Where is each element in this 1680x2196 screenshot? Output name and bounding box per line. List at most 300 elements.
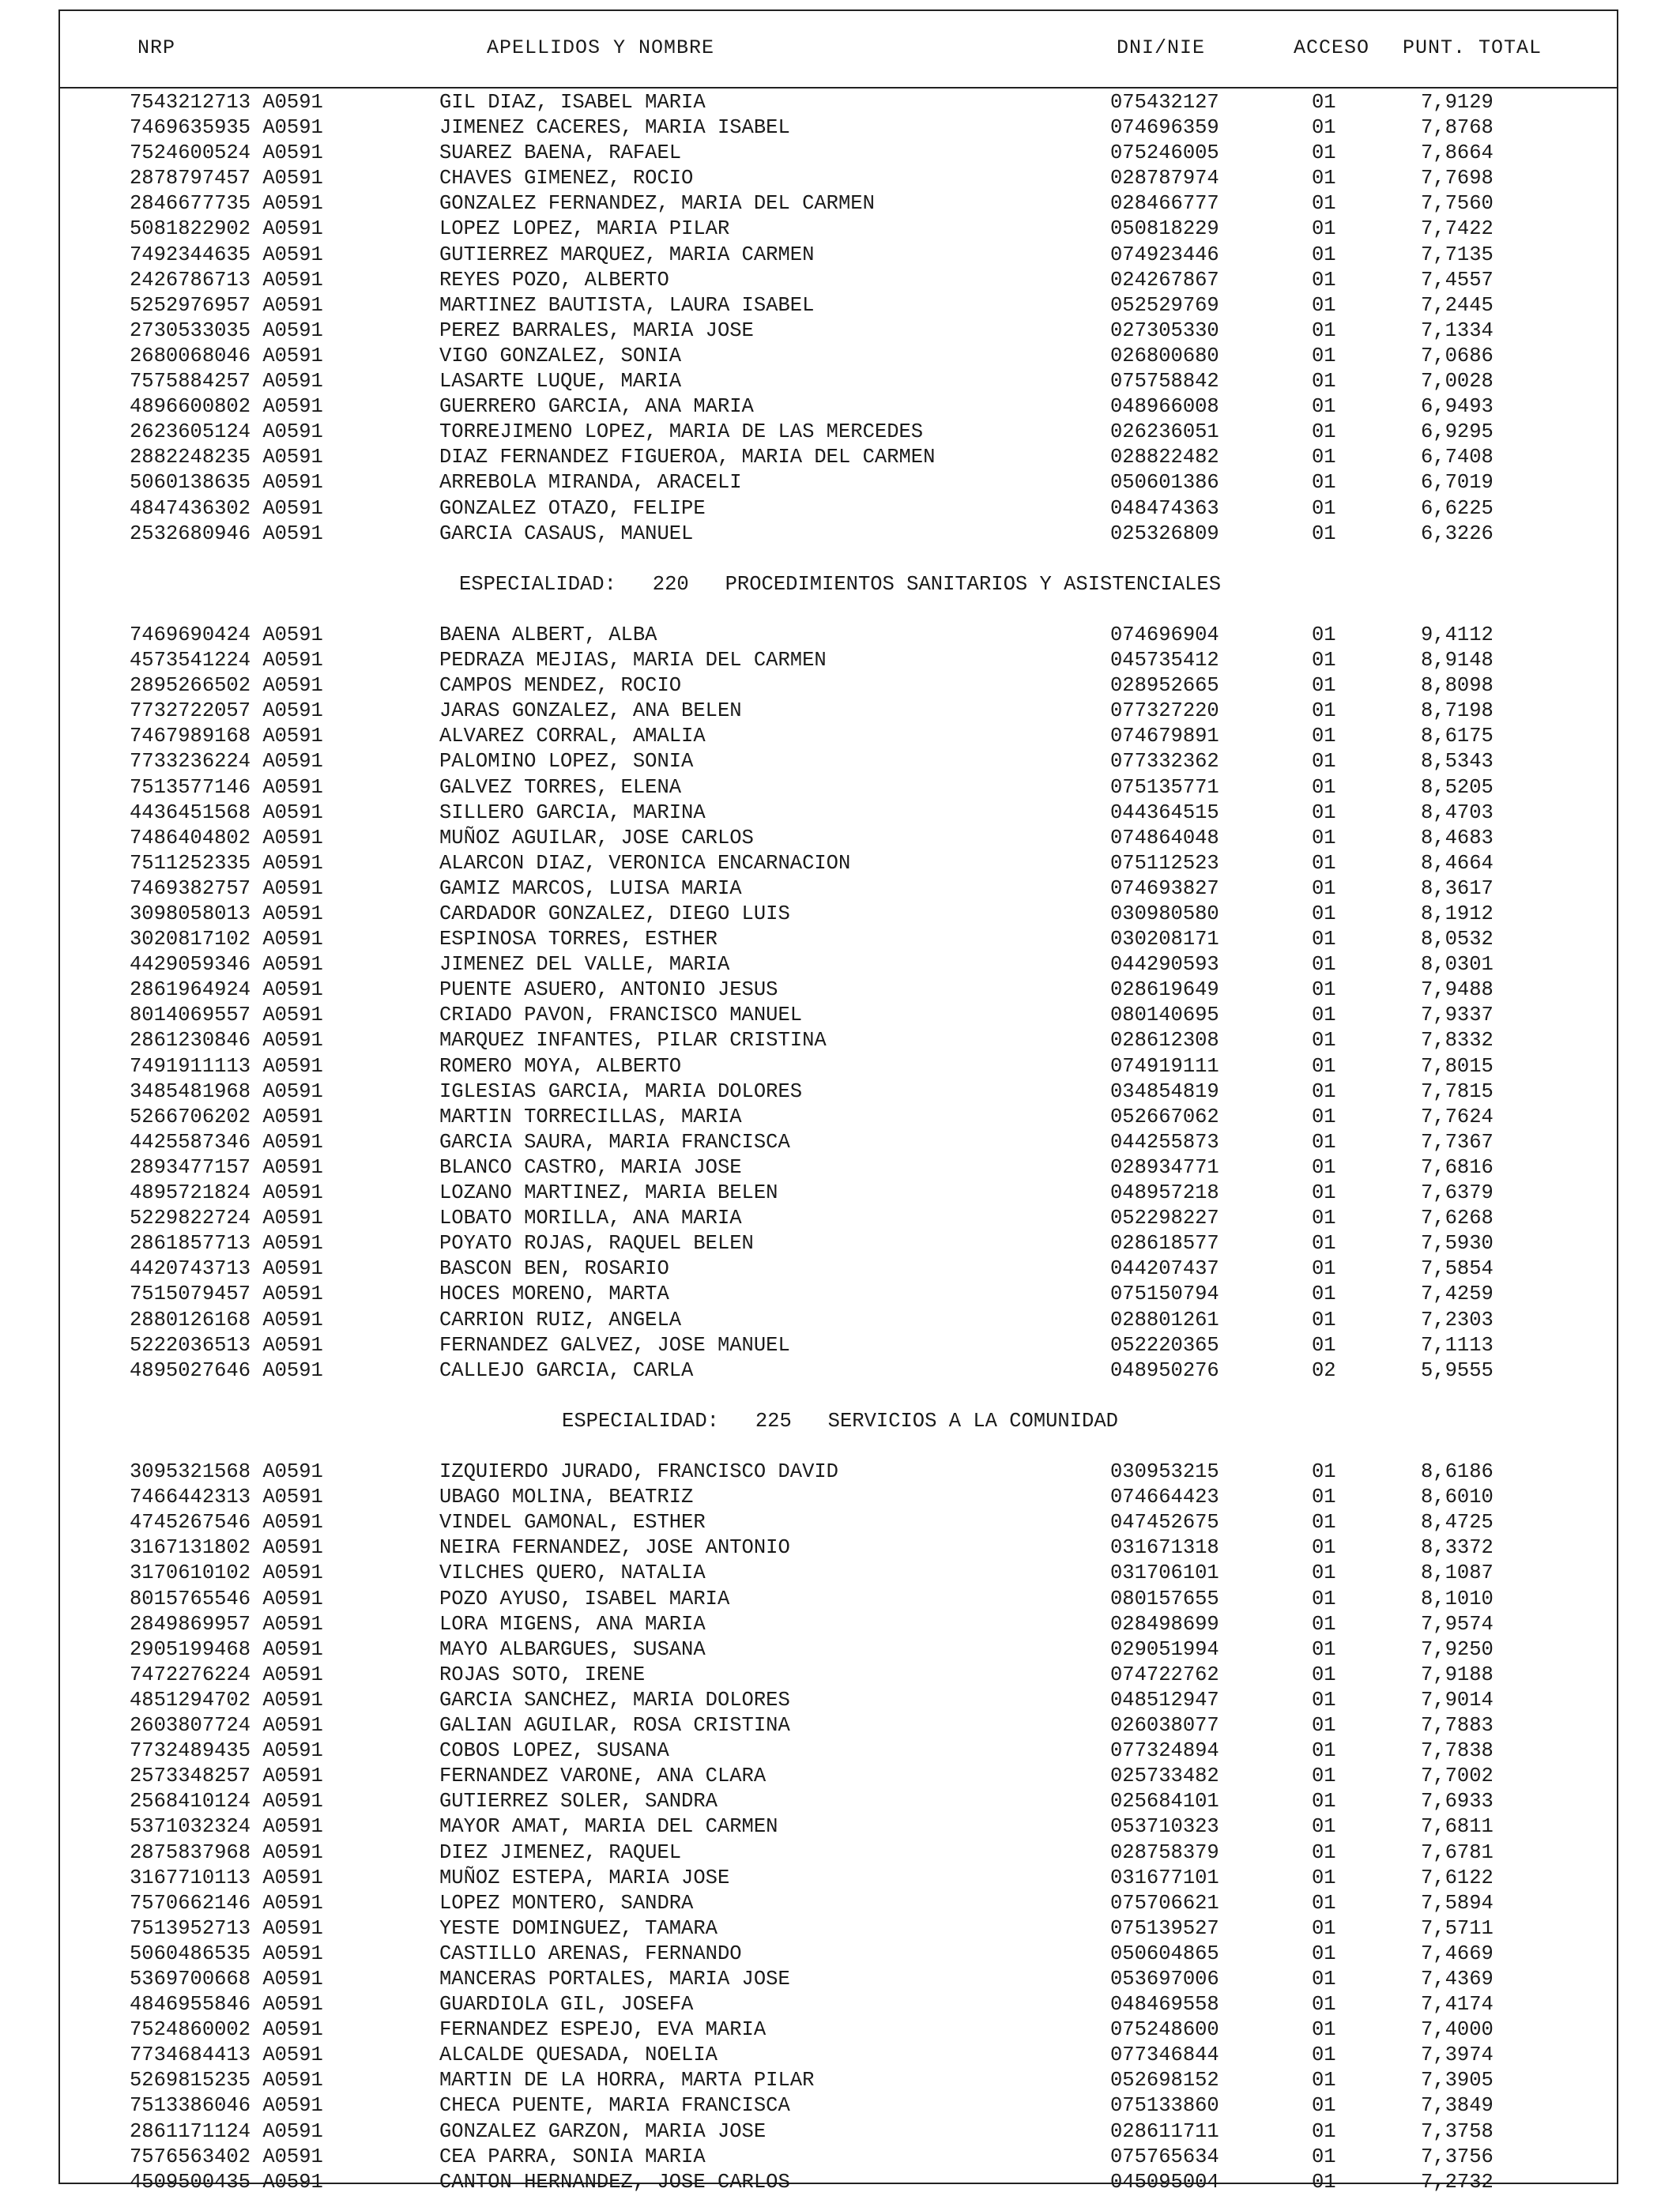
row-punt-total: 7,3756 <box>1421 2145 1494 2168</box>
row-name: BASCON BEN, ROSARIO <box>439 1257 669 1281</box>
row-acceso: 01 <box>1312 2018 1336 2042</box>
row-acceso: 01 <box>1312 192 1336 216</box>
table-row <box>0 1892 1680 1917</box>
row-acceso: 01 <box>1312 1739 1336 1763</box>
row-nrp: 2426786713 A0591 <box>130 268 323 292</box>
row-punt-total: 7,6933 <box>1421 1790 1494 1814</box>
row-nrp: 4846955846 A0591 <box>130 1993 323 2017</box>
row-nrp: 3167131802 A0591 <box>130 1536 323 1560</box>
row-name: BAENA ALBERT, ALBA <box>439 623 657 646</box>
row-acceso: 01 <box>1312 1663 1336 1686</box>
header-nrp: NRP <box>137 36 176 59</box>
row-dni: 052220365 <box>1110 1333 1219 1357</box>
row-punt-total: 7,3905 <box>1421 2069 1494 2092</box>
row-dni: 074919111 <box>1110 1054 1219 1078</box>
row-name: GARCIA SAURA, MARIA FRANCISCA <box>439 1130 790 1154</box>
row-nrp: 7492344635 A0591 <box>130 243 323 266</box>
row-nrp: 7491911113 A0591 <box>130 1054 323 1078</box>
row-punt-total: 7,4174 <box>1421 1993 1494 2017</box>
row-dni: 074722762 <box>1110 1663 1219 1686</box>
row-dni: 048474363 <box>1110 496 1219 520</box>
row-dni: 028787974 <box>1110 167 1219 190</box>
row-nrp: 2849869957 A0591 <box>130 1612 323 1636</box>
row-dni: 048957218 <box>1110 1181 1219 1205</box>
row-punt-total: 8,4683 <box>1421 826 1494 849</box>
row-acceso: 01 <box>1312 318 1336 342</box>
row-acceso: 01 <box>1312 1942 1336 1965</box>
row-name: CALLEJO GARCIA, CARLA <box>439 1358 694 1382</box>
row-name: GAMIZ MARCOS, LUISA MARIA <box>439 876 742 900</box>
row-nrp: 7513386046 A0591 <box>130 2094 323 2118</box>
row-punt-total: 7,6379 <box>1421 1181 1494 1205</box>
row-nrp: 8014069557 A0591 <box>130 1004 323 1027</box>
row-punt-total: 8,5343 <box>1421 750 1494 774</box>
row-nrp: 4847436302 A0591 <box>130 496 323 520</box>
table-row <box>0 420 1680 446</box>
table-row <box>0 497 1680 522</box>
row-punt-total: 7,0028 <box>1421 370 1494 394</box>
row-name: SUAREZ BAENA, RAFAEL <box>439 141 682 165</box>
row-punt-total: 7,3974 <box>1421 2043 1494 2067</box>
row-nrp: 7576563402 A0591 <box>130 2145 323 2168</box>
row-nrp: 7469382757 A0591 <box>130 876 323 900</box>
row-dni: 026038077 <box>1110 1714 1219 1738</box>
table-row <box>0 1460 1680 1486</box>
table-row <box>0 2145 1680 2171</box>
row-nrp: 4895027646 A0591 <box>130 1358 323 1382</box>
row-nrp: 2882248235 A0591 <box>130 446 323 469</box>
row-dni: 028952665 <box>1110 674 1219 698</box>
row-acceso: 01 <box>1312 293 1336 317</box>
row-acceso: 01 <box>1312 953 1336 977</box>
row-acceso: 01 <box>1312 1637 1336 1661</box>
row-punt-total: 7,6781 <box>1421 1840 1494 1864</box>
row-dni: 027305330 <box>1110 318 1219 342</box>
row-punt-total: 7,6268 <box>1421 1207 1494 1230</box>
row-dni: 044255873 <box>1110 1130 1219 1154</box>
row-name: MAYO ALBARGUES, SUSANA <box>439 1637 706 1661</box>
row-nrp: 2905199468 A0591 <box>130 1637 323 1661</box>
row-acceso: 01 <box>1312 2119 1336 2143</box>
row-nrp: 7732489435 A0591 <box>130 1739 323 1763</box>
row-name: HOCES MORENO, MARTA <box>439 1283 669 1306</box>
row-nrp: 2846677735 A0591 <box>130 192 323 216</box>
row-punt-total: 5,9555 <box>1421 1358 1494 1382</box>
row-name: GALVEZ TORRES, ELENA <box>439 775 682 799</box>
row-dni: 077346844 <box>1110 2043 1219 2067</box>
table-row <box>0 928 1680 953</box>
table-row <box>0 2043 1680 2069</box>
row-punt-total: 6,9493 <box>1421 395 1494 419</box>
row-acceso: 01 <box>1312 268 1336 292</box>
row-nrp: 3167710113 A0591 <box>130 1866 323 1889</box>
row-acceso: 01 <box>1312 1765 1336 1788</box>
table-row <box>0 852 1680 877</box>
row-punt-total: 7,6811 <box>1421 1815 1494 1839</box>
row-dni: 048950276 <box>1110 1358 1219 1382</box>
row-acceso: 01 <box>1312 2043 1336 2067</box>
row-nrp: 2861964924 A0591 <box>130 978 323 1002</box>
row-acceso: 01 <box>1312 851 1336 875</box>
row-nrp: 2568410124 A0591 <box>130 1790 323 1814</box>
row-name: ALCALDE QUESADA, NOELIA <box>439 2043 718 2067</box>
row-name: PALOMINO LOPEZ, SONIA <box>439 750 694 774</box>
row-acceso: 01 <box>1312 623 1336 646</box>
row-name: LOPEZ MONTERO, SANDRA <box>439 1891 694 1915</box>
row-acceso: 01 <box>1312 370 1336 394</box>
row-acceso: 01 <box>1312 167 1336 190</box>
row-dni: 074864048 <box>1110 826 1219 849</box>
row-nrp: 5266706202 A0591 <box>130 1105 323 1128</box>
row-punt-total: 7,4669 <box>1421 1942 1494 1965</box>
row-nrp: 7733236224 A0591 <box>130 750 323 774</box>
table-row <box>0 269 1680 294</box>
row-dni: 028618577 <box>1110 1232 1219 1256</box>
row-acceso: 01 <box>1312 217 1336 241</box>
table-row <box>0 776 1680 801</box>
table-row <box>0 1739 1680 1765</box>
row-acceso: 01 <box>1312 1536 1336 1560</box>
row-name: POZO AYUSO, ISABEL MARIA <box>439 1587 730 1610</box>
row-acceso: 01 <box>1312 1967 1336 1991</box>
row-punt-total: 7,9129 <box>1421 91 1494 114</box>
row-nrp: 2861857713 A0591 <box>130 1232 323 1256</box>
row-acceso: 01 <box>1312 902 1336 926</box>
table-row <box>0 750 1680 775</box>
row-nrp: 3095321568 A0591 <box>130 1460 323 1484</box>
row-name: CASTILLO ARENAS, FERNANDO <box>439 1942 742 1965</box>
row-name: FERNANDEZ ESPEJO, EVA MARIA <box>439 2018 767 2042</box>
row-punt-total: 7,8332 <box>1421 1029 1494 1053</box>
table-row <box>0 294 1680 319</box>
row-name: GUTIERREZ MARQUEZ, MARIA CARMEN <box>439 243 815 266</box>
row-dni: 025684101 <box>1110 1790 1219 1814</box>
row-dni: 025733482 <box>1110 1765 1219 1788</box>
table-row <box>0 1207 1680 1232</box>
table-row <box>0 1486 1680 1511</box>
row-name: MARTIN TORRECILLAS, MARIA <box>439 1105 742 1128</box>
table-row <box>0 1561 1680 1587</box>
row-name: CEA PARRA, SONIA MARIA <box>439 2145 706 2168</box>
row-name: GONZALEZ FERNANDEZ, MARIA DEL CARMEN <box>439 192 875 216</box>
row-dni: 028758379 <box>1110 1840 1219 1864</box>
row-name: FERNANDEZ VARONE, ANA CLARA <box>439 1765 767 1788</box>
row-nrp: 7513952713 A0591 <box>130 1916 323 1940</box>
row-acceso: 01 <box>1312 1790 1336 1814</box>
row-punt-total: 8,7198 <box>1421 699 1494 723</box>
row-nrp: 7524600524 A0591 <box>130 141 323 165</box>
table-row <box>0 1106 1680 1131</box>
row-punt-total: 7,5854 <box>1421 1257 1494 1281</box>
table-row <box>0 1080 1680 1106</box>
row-acceso: 01 <box>1312 1460 1336 1484</box>
row-nrp: 7570662146 A0591 <box>130 1891 323 1915</box>
row-nrp: 2730533035 A0591 <box>130 318 323 342</box>
table-row <box>0 2069 1680 2094</box>
row-acceso: 01 <box>1312 1714 1336 1738</box>
table-row <box>0 1714 1680 1739</box>
row-punt-total: 7,9188 <box>1421 1663 1494 1686</box>
row-dni: 047452675 <box>1110 1511 1219 1535</box>
row-name: NEIRA FERNANDEZ, JOSE ANTONIO <box>439 1536 790 1560</box>
table-row <box>0 1232 1680 1257</box>
row-dni: 080157655 <box>1110 1587 1219 1610</box>
table-row <box>0 2094 1680 2119</box>
row-name: UBAGO MOLINA, BEATRIZ <box>439 1486 694 1509</box>
row-punt-total: 8,8098 <box>1421 674 1494 698</box>
row-acceso: 01 <box>1312 2170 1336 2194</box>
row-punt-total: 8,3372 <box>1421 1536 1494 1560</box>
row-name: LASARTE LUQUE, MARIA <box>439 370 682 394</box>
row-dni: 028934771 <box>1110 1155 1219 1179</box>
row-dni: 024267867 <box>1110 268 1219 292</box>
results-list <box>0 91 1680 2196</box>
row-nrp: 4420743713 A0591 <box>130 1257 323 1281</box>
row-nrp: 2532680946 A0591 <box>130 522 323 545</box>
row-name: CHAVES GIMENEZ, ROCIO <box>439 167 694 190</box>
row-dni: 048469558 <box>1110 1993 1219 2017</box>
header-name: APELLIDOS Y NOMBRE <box>487 36 715 59</box>
row-acceso: 01 <box>1312 750 1336 774</box>
row-punt-total: 8,1010 <box>1421 1587 1494 1610</box>
table-row <box>0 1638 1680 1663</box>
row-acceso: 01 <box>1312 1815 1336 1839</box>
row-dni: 031706101 <box>1110 1561 1219 1585</box>
row-nrp: 7466442313 A0591 <box>130 1486 323 1509</box>
row-punt-total: 7,9014 <box>1421 1688 1494 1712</box>
row-name: LOZANO MARTINEZ, MARIA BELEN <box>439 1181 778 1205</box>
row-acceso: 01 <box>1312 1688 1336 1712</box>
row-punt-total: 6,7408 <box>1421 446 1494 469</box>
row-name: VINDEL GAMONAL, ESTHER <box>439 1511 706 1535</box>
table-row <box>0 902 1680 928</box>
row-punt-total: 8,5205 <box>1421 775 1494 799</box>
row-dni: 028619649 <box>1110 978 1219 1002</box>
row-nrp: 7467989168 A0591 <box>130 725 323 748</box>
row-punt-total: 7,6816 <box>1421 1155 1494 1179</box>
row-name: GUTIERREZ SOLER, SANDRA <box>439 1790 718 1814</box>
row-acceso: 01 <box>1312 1004 1336 1027</box>
row-nrp: 5060486535 A0591 <box>130 1942 323 1965</box>
table-row <box>0 1359 1680 1384</box>
table-row <box>0 1588 1680 1613</box>
row-nrp: 2623605124 A0591 <box>130 420 323 444</box>
row-punt-total: 8,0301 <box>1421 953 1494 977</box>
row-acceso: 01 <box>1312 1612 1336 1636</box>
table-row <box>0 522 1680 548</box>
row-nrp: 5229822724 A0591 <box>130 1207 323 1230</box>
row-dni: 052698152 <box>1110 2069 1219 2092</box>
row-acceso: 01 <box>1312 978 1336 1002</box>
row-name: SILLERO GARCIA, MARINA <box>439 800 706 824</box>
row-name: DIAZ FERNANDEZ FIGUEROA, MARIA DEL CARMEN <box>439 446 936 469</box>
row-acceso: 01 <box>1312 344 1336 367</box>
table-row <box>0 1613 1680 1638</box>
row-acceso: 01 <box>1312 2094 1336 2118</box>
row-name: COBOS LOPEZ, SUSANA <box>439 1739 669 1763</box>
row-punt-total: 7,5930 <box>1421 1232 1494 1256</box>
table-row <box>0 1765 1680 1790</box>
row-nrp: 2680068046 A0591 <box>130 344 323 367</box>
row-dni: 031671318 <box>1110 1536 1219 1560</box>
row-punt-total: 7,1113 <box>1421 1333 1494 1357</box>
row-name: DIEZ JIMENEZ, RAQUEL <box>439 1840 682 1864</box>
row-punt-total: 6,9295 <box>1421 420 1494 444</box>
row-nrp: 2603807724 A0591 <box>130 1714 323 1738</box>
row-punt-total: 8,6010 <box>1421 1486 1494 1509</box>
header-divider <box>58 87 1618 89</box>
row-name: GUARDIOLA GIL, JOSEFA <box>439 1993 694 2017</box>
row-nrp: 7543212713 A0591 <box>130 91 323 114</box>
row-name: ROMERO MOYA, ALBERTO <box>439 1054 682 1078</box>
section-heading <box>0 548 1680 623</box>
row-dni: 026800680 <box>1110 344 1219 367</box>
row-punt-total: 7,7883 <box>1421 1714 1494 1738</box>
table-row <box>0 2120 1680 2145</box>
row-nrp: 5269815235 A0591 <box>130 2069 323 2092</box>
row-dni: 050604865 <box>1110 1942 1219 1965</box>
row-dni: 075135771 <box>1110 775 1219 799</box>
table-row <box>0 243 1680 269</box>
row-nrp: 4429059346 A0591 <box>130 953 323 977</box>
row-acceso: 01 <box>1312 1257 1336 1281</box>
row-dni: 075706621 <box>1110 1891 1219 1915</box>
row-punt-total: 7,9488 <box>1421 978 1494 1002</box>
row-name: YESTE DOMINGUEZ, TAMARA <box>439 1916 718 1940</box>
table-row <box>0 1156 1680 1181</box>
header-dni: DNI/NIE <box>1117 36 1206 59</box>
row-acceso: 01 <box>1312 420 1336 444</box>
row-punt-total: 7,2303 <box>1421 1308 1494 1332</box>
row-dni: 074923446 <box>1110 243 1219 266</box>
table-row <box>0 319 1680 345</box>
row-name: GONZALEZ GARZON, MARIA JOSE <box>439 2119 767 2143</box>
row-punt-total: 7,3849 <box>1421 2094 1494 2118</box>
row-punt-total: 8,1912 <box>1421 902 1494 926</box>
table-row <box>0 1283 1680 1308</box>
row-dni: 028801261 <box>1110 1308 1219 1332</box>
row-acceso: 01 <box>1312 674 1336 698</box>
row-name: IGLESIAS GARCIA, MARIA DOLORES <box>439 1079 803 1103</box>
row-acceso: 01 <box>1312 1155 1336 1179</box>
table-row <box>0 1942 1680 1968</box>
row-name: MUÑOZ AGUILAR, JOSE CARLOS <box>439 826 754 849</box>
row-dni: 030953215 <box>1110 1460 1219 1484</box>
row-punt-total: 7,5711 <box>1421 1916 1494 1940</box>
table-row <box>0 1968 1680 1993</box>
row-name: CARRION RUIZ, ANGELA <box>439 1308 682 1332</box>
row-name: MANCERAS PORTALES, MARIA JOSE <box>439 1967 790 1991</box>
row-acceso: 01 <box>1312 1029 1336 1053</box>
row-dni: 028822482 <box>1110 446 1219 469</box>
row-acceso: 02 <box>1312 1358 1336 1382</box>
row-name: CAMPOS MENDEZ, ROCIO <box>439 674 682 698</box>
row-name: IZQUIERDO JURADO, FRANCISCO DAVID <box>439 1460 838 1484</box>
table-row <box>0 1257 1680 1283</box>
row-name: LORA MIGENS, ANA MARIA <box>439 1612 706 1636</box>
row-punt-total: 7,7560 <box>1421 192 1494 216</box>
row-dni: 045095004 <box>1110 2170 1219 2194</box>
table-row <box>0 1993 1680 2018</box>
table-row <box>0 167 1680 192</box>
row-punt-total: 9,4112 <box>1421 623 1494 646</box>
row-name: GALIAN AGUILAR, ROSA CRISTINA <box>439 1714 790 1738</box>
row-name: LOPEZ LOPEZ, MARIA PILAR <box>439 217 730 241</box>
row-name: MAYOR AMAT, MARIA DEL CARMEN <box>439 1815 778 1839</box>
table-row <box>0 1004 1680 1029</box>
table-row <box>0 1536 1680 1561</box>
row-name: MARTIN DE LA HORRA, MARTA PILAR <box>439 2069 815 2092</box>
row-punt-total: 7,2445 <box>1421 293 1494 317</box>
row-acceso: 01 <box>1312 1308 1336 1332</box>
row-name: LOBATO MORILLA, ANA MARIA <box>439 1207 742 1230</box>
row-acceso: 01 <box>1312 496 1336 520</box>
row-nrp: 4745267546 A0591 <box>130 1511 323 1535</box>
row-punt-total: 8,9148 <box>1421 649 1494 672</box>
table-row <box>0 1790 1680 1815</box>
row-acceso: 01 <box>1312 395 1336 419</box>
row-punt-total: 7,7367 <box>1421 1130 1494 1154</box>
table-row <box>0 1663 1680 1689</box>
row-name: GUERRERO GARCIA, ANA MARIA <box>439 395 754 419</box>
table-row <box>0 1029 1680 1054</box>
row-punt-total: 7,7135 <box>1421 243 1494 266</box>
row-name: ESPINOSA TORRES, ESTHER <box>439 928 718 951</box>
row-punt-total: 8,3617 <box>1421 876 1494 900</box>
row-punt-total: 7,4000 <box>1421 2018 1494 2042</box>
row-dni: 045735412 <box>1110 649 1219 672</box>
row-nrp: 7524860002 A0591 <box>130 2018 323 2042</box>
table-row <box>0 623 1680 649</box>
row-nrp: 3485481968 A0591 <box>130 1079 323 1103</box>
row-dni: 074696904 <box>1110 623 1219 646</box>
row-nrp: 5081822902 A0591 <box>130 217 323 241</box>
row-punt-total: 7,9337 <box>1421 1004 1494 1027</box>
row-nrp: 7469635935 A0591 <box>130 116 323 140</box>
row-acceso: 01 <box>1312 522 1336 545</box>
table-row <box>0 1181 1680 1207</box>
row-punt-total: 7,9250 <box>1421 1637 1494 1661</box>
table-row <box>0 978 1680 1004</box>
table-row <box>0 2171 1680 2196</box>
row-dni: 075150794 <box>1110 1283 1219 1306</box>
row-punt-total: 7,4259 <box>1421 1283 1494 1306</box>
table-row <box>0 1309 1680 1334</box>
row-punt-total: 7,7698 <box>1421 167 1494 190</box>
table-row <box>0 1131 1680 1156</box>
row-punt-total: 7,0686 <box>1421 344 1494 367</box>
table-row <box>0 1334 1680 1359</box>
table-row <box>0 345 1680 370</box>
row-punt-total: 7,9574 <box>1421 1612 1494 1636</box>
table-row <box>0 370 1680 395</box>
row-punt-total: 8,4703 <box>1421 800 1494 824</box>
row-name: PUENTE ASUERO, ANTONIO JESUS <box>439 978 778 1002</box>
row-punt-total: 8,0532 <box>1421 928 1494 951</box>
row-acceso: 01 <box>1312 1054 1336 1078</box>
row-name: JARAS GONZALEZ, ANA BELEN <box>439 699 742 723</box>
row-dni: 028466777 <box>1110 192 1219 216</box>
row-nrp: 3020817102 A0591 <box>130 928 323 951</box>
row-dni: 048512947 <box>1110 1688 1219 1712</box>
row-nrp: 4509500435 A0591 <box>130 2170 323 2194</box>
row-dni: 077324894 <box>1110 1739 1219 1763</box>
row-punt-total: 7,7838 <box>1421 1739 1494 1763</box>
table-row <box>0 141 1680 167</box>
row-name: GIL DIAZ, ISABEL MARIA <box>439 91 706 114</box>
row-dni: 028498699 <box>1110 1612 1219 1636</box>
row-nrp: 4895721824 A0591 <box>130 1181 323 1205</box>
